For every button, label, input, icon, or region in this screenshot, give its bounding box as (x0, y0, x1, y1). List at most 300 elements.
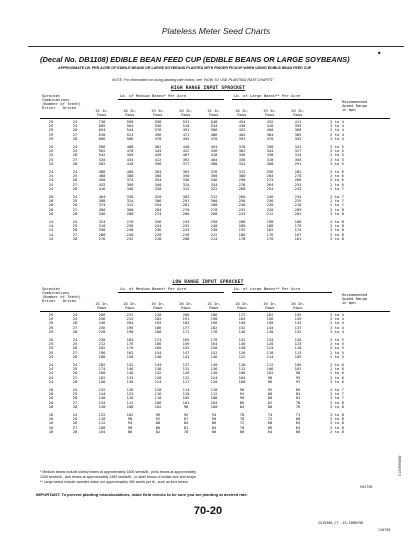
table-cell: 126 (238, 349, 246, 355)
table-cell: 536 (154, 123, 162, 129)
table-cell: 24 (48, 370, 54, 376)
table-cell: 98 (239, 387, 245, 393)
table-cell: 274 (154, 210, 162, 216)
table-cell: 190 (126, 328, 134, 334)
table-cell: 149 (294, 316, 302, 322)
table-cell: 26 (72, 395, 78, 401)
table-cell: 2 to 4 (330, 127, 344, 133)
table-cell: 14 (48, 223, 54, 229)
table-cell: 268 (238, 185, 246, 191)
table-cell: 454 (210, 144, 218, 150)
table-cell: 136 (210, 366, 218, 372)
table-cell: 84 (239, 403, 245, 409)
table-cell: 27 (72, 156, 78, 162)
table-cell: 24 (48, 185, 54, 191)
table-cell: 172 (238, 312, 246, 317)
table-cell: 208 (238, 219, 246, 225)
table-cell: 122 (126, 391, 134, 397)
table-cell: 130 (238, 345, 246, 351)
table-cell: 120 (154, 387, 162, 393)
header-rule (28, 46, 404, 47)
table-cell: 26 (72, 152, 78, 158)
table-cell: 16 (48, 412, 54, 418)
table-cell: 270 (182, 206, 190, 212)
table-cell: 78 (295, 399, 301, 405)
table-cell: 16 (48, 424, 54, 430)
table-cell: 68 (295, 416, 301, 422)
table-cell: 132 (154, 370, 162, 376)
table-cell: 216 (182, 231, 190, 237)
table-cell: 202 (98, 345, 106, 351)
table-cell: 428 (154, 152, 162, 158)
table-cell: 2 to 8 (330, 428, 344, 434)
table-cell: 26 (72, 345, 78, 351)
table-cell: 412 (154, 156, 162, 162)
table-cell: 29 (48, 312, 54, 317)
table-cell: 142 (238, 337, 246, 343)
table-cell: 360 (210, 173, 218, 179)
table-cell: 105 (294, 362, 302, 368)
table-cell: 26 (72, 420, 78, 426)
table-cell: 327 (294, 148, 302, 154)
table-cell: 300 (238, 173, 246, 179)
table-cell: 256 (98, 316, 106, 322)
table-cell: 576 (154, 127, 162, 133)
table-cell: 120 (210, 378, 218, 384)
high-row-spacing-header: 18 In. Rows (123, 108, 137, 118)
table-cell: 166 (154, 341, 162, 347)
table-cell: 26 (72, 227, 78, 233)
table-cell: 16 (48, 416, 54, 422)
table-cell: 411 (294, 119, 302, 124)
high-row-spacing-header: 15 In. Rows (95, 108, 109, 118)
table-cell: 86 (155, 424, 161, 430)
table-cell: 218 (154, 235, 162, 241)
high-large-header: Lb. of Large Beans** Per Acre (234, 93, 301, 98)
table-cell: 26 (72, 177, 78, 183)
table-cell: 26 (72, 370, 78, 376)
table-cell: 312 (182, 185, 190, 191)
table-cell: 152 (210, 349, 218, 355)
table-cell: 171 (182, 328, 190, 334)
table-cell: 182 (266, 227, 274, 233)
table-cell: 112 (210, 391, 218, 397)
table-cell: 29 (48, 123, 54, 129)
table-cell: 2 to 8 (330, 420, 344, 426)
low-row-spacing-header: 18 In. Rows (123, 301, 137, 311)
table-cell: 162 (266, 312, 274, 317)
table-cell: 268 (210, 210, 218, 216)
table-cell: 26 (48, 337, 54, 343)
table-cell: 64 (267, 428, 273, 434)
table-cell: 72 (239, 420, 245, 426)
table-cell: 122 (182, 374, 190, 380)
table-cell: 324 (182, 181, 190, 187)
table-cell: 376 (210, 169, 218, 175)
table-cell: 84 (295, 391, 301, 397)
table-cell: 112 (126, 399, 134, 405)
table-cell: 102 (126, 412, 134, 418)
table-cell: 176 (210, 328, 218, 334)
table-cell: 28 (72, 160, 78, 166)
table-cell: 162 (98, 374, 106, 380)
table-cell: 100 (210, 403, 218, 409)
table-cell: 20 (48, 210, 54, 216)
table-cell: 200 (182, 312, 190, 317)
table-cell: 24 (72, 412, 78, 418)
table-cell: 346 (126, 185, 134, 191)
table-cell: 136 (238, 341, 246, 347)
table-cell: 264 (266, 181, 274, 187)
table-cell: 16 (48, 420, 54, 426)
table-cell: 68 (267, 420, 273, 426)
table-cell: 470 (210, 135, 218, 141)
table-cell: 137 (294, 324, 302, 330)
table-cell: 114 (266, 353, 274, 359)
table-cell: 291 (294, 160, 302, 166)
table-cell: 76 (239, 416, 245, 422)
table-cell: 276 (98, 235, 106, 241)
table-cell: 25 (48, 160, 54, 166)
table-cell: 140 (98, 395, 106, 401)
table-cell: 182 (98, 362, 106, 368)
table-cell: 14 (48, 235, 54, 241)
table-cell: 162 (126, 349, 134, 355)
table-cell: 2 to 6 (330, 370, 344, 376)
h-code: H41798 (360, 485, 373, 489)
high-sprocket-header: Sprocket Combinations (Number of Teeth) Driver Driven (42, 93, 81, 111)
low-row-spacing-header: 19 In. Rows (151, 301, 165, 311)
table-cell: 548 (210, 119, 218, 124)
table-cell: 346 (210, 177, 218, 183)
table-cell: 126 (182, 370, 190, 376)
table-cell: 177 (182, 324, 190, 330)
footnote-large: ** Large beans include varieties which run approximately 450 seeds per lb., such as lima beans. (40, 480, 189, 484)
decal-title: (Decal No. DB1108) EDIBLE BEAN FEED CUP (EDIBLE BEANS OR LARGE SOYBEANS) (40, 55, 350, 64)
table-cell: 340 (154, 181, 162, 187)
table-cell: 2 to 8 (330, 412, 344, 418)
table-cell: 188 (98, 353, 106, 359)
table-cell: 232 (238, 206, 246, 212)
table-cell: 152 (238, 324, 246, 330)
table-cell: 146 (238, 328, 246, 334)
table-cell: 138 (154, 366, 162, 372)
table-cell: 396 (154, 160, 162, 166)
table-cell: 374 (98, 202, 106, 208)
table-cell: 510 (182, 123, 190, 129)
table-cell: 165 (182, 337, 190, 343)
table-cell: 2 to 5 (330, 337, 344, 343)
table-cell: 20 (48, 403, 54, 409)
table-cell: 14 (48, 231, 54, 237)
table-cell: 180 (154, 328, 162, 334)
table-cell: 29 (48, 324, 54, 330)
table-cell: 2 to 6 (330, 169, 344, 175)
table-cell: 222 (126, 312, 134, 317)
table-cell: 378 (238, 144, 246, 150)
table-cell: 134 (126, 374, 134, 380)
table-cell: 392 (238, 135, 246, 141)
table-cell: 306 (154, 198, 162, 204)
table-cell: 232 (126, 235, 134, 241)
table-cell: 105 (182, 395, 190, 401)
table-cell: 200 (238, 223, 246, 229)
table-cell: 407 (182, 152, 190, 158)
table-cell: 242 (294, 185, 302, 191)
table-cell: 184 (126, 337, 134, 343)
note-line: NOTE: For information on using planting rate charts, see "HOW TO USE PLANTING RATE CHARTS" (112, 78, 274, 82)
table-cell: 188 (266, 223, 274, 229)
table-cell: 384 (154, 169, 162, 175)
table-cell: 20 (48, 206, 54, 212)
table-cell: 156 (266, 316, 274, 322)
table-cell: 2 to 8 (330, 416, 344, 422)
table-cell: 158 (210, 345, 218, 351)
table-cell: 186 (154, 324, 162, 330)
table-cell: 496 (154, 131, 162, 137)
table-cell: 24 (72, 194, 78, 200)
table-cell: 246 (98, 320, 106, 326)
table-cell: 108 (238, 370, 246, 376)
table-cell: 124 (154, 378, 162, 384)
table-cell: 29 (48, 320, 54, 326)
table-cell: 422 (238, 127, 246, 133)
table-cell: 102 (154, 403, 162, 409)
table-cell: 240 (238, 202, 246, 208)
high-row-spacing-header: 15 In. Rows (207, 108, 221, 118)
table-cell: 400 (266, 127, 274, 133)
table-cell: 2 to 8 (330, 235, 344, 241)
table-cell: 392 (182, 156, 190, 162)
table-cell: 24 (48, 169, 54, 175)
table-cell: 94 (211, 412, 217, 418)
table-cell: 228 (154, 231, 162, 237)
table-cell: 290 (238, 177, 246, 183)
document-id: SG19306,CT -19-18MAY98 (318, 521, 363, 525)
table-cell: 29 (48, 135, 54, 141)
table-cell: 132 (294, 328, 302, 334)
table-cell: 520 (98, 156, 106, 162)
table-cell: 244 (154, 223, 162, 229)
table-cell: 24 (48, 362, 54, 368)
table-cell: 214 (210, 235, 218, 241)
table-cell: 66 (239, 428, 245, 434)
table-cell: 436 (210, 148, 218, 154)
table-cell: 240 (210, 223, 218, 229)
table-cell: 152 (126, 362, 134, 368)
table-cell: 368 (294, 127, 302, 133)
table-cell: 144 (266, 324, 274, 330)
table-cell: 102 (266, 370, 274, 376)
table-cell: 243 (182, 219, 190, 225)
table-cell: 422 (182, 148, 190, 154)
table-cell: 196 (98, 349, 106, 355)
low-row-spacing-header: 15 In. Rows (207, 301, 221, 311)
table-cell: 318 (266, 156, 274, 162)
high-large-underline (232, 99, 332, 100)
high-range-table (40, 120, 390, 241)
table-cell: 128 (266, 341, 274, 347)
table-cell: 104 (98, 428, 106, 434)
table-cell: 2 to 8 (330, 399, 344, 405)
table-cell: 24 (48, 177, 54, 183)
footnote-medium-2: 1326 seeds/lb., pink beans at approximately 1450 seeds/lb., or other beans of similar size and shape. (40, 474, 198, 479)
table-cell: 96 (155, 412, 161, 418)
table-cell: 488 (126, 144, 134, 150)
table-cell: 80 (267, 403, 273, 409)
table-cell: 236 (266, 198, 274, 204)
table-cell: 192 (238, 227, 246, 233)
small-id: 110798 (378, 528, 391, 532)
table-cell: 186 (238, 231, 246, 237)
table-cell: 303 (182, 194, 190, 200)
table-cell: 167 (294, 231, 302, 237)
table-cell: 334 (210, 181, 218, 187)
table-cell: 118 (238, 362, 246, 368)
table-cell: 25 (48, 148, 54, 154)
table-cell: 130 (210, 370, 218, 376)
table-cell: 141 (182, 353, 190, 359)
table-cell: 196 (126, 324, 134, 330)
table-cell: 25 (48, 156, 54, 162)
table-cell: 118 (266, 349, 274, 355)
table-cell: 188 (294, 219, 302, 225)
table-cell: 104 (210, 399, 218, 405)
table-cell: 209 (294, 206, 302, 212)
table-cell: 152 (98, 387, 106, 393)
table-cell: 2 to 4 (330, 328, 344, 334)
table-cell: 154 (154, 349, 162, 355)
low-range-title: LOW RANGE INPUT SPROCKET (172, 280, 244, 285)
table-cell: 25 (72, 316, 78, 322)
table-cell: 2 to 6 (330, 366, 344, 372)
table-cell: 212 (266, 210, 274, 216)
table-cell: 260 (182, 210, 190, 216)
table-cell: 122 (98, 412, 106, 418)
table-cell: 113 (294, 349, 302, 355)
table-cell: 462 (154, 144, 162, 150)
important-note: IMPORTANT: To prevent planting miscalculations, make field checks to be sure you are planting at desired rate. (36, 492, 248, 497)
table-cell: 25 (72, 223, 78, 229)
table-cell: 106 (154, 399, 162, 405)
table-cell: 434 (126, 156, 134, 162)
table-cell: 130 (98, 403, 106, 409)
table-cell: 314 (294, 152, 302, 158)
table-cell: 406 (126, 169, 134, 175)
table-cell: 312 (210, 194, 218, 200)
high-row-spacing-header: 20 In. Rows (179, 108, 193, 118)
table-cell: 150 (266, 320, 274, 326)
page-number: 70-20 (193, 505, 223, 517)
table-cell: 270 (126, 219, 134, 225)
table-cell: 198 (210, 316, 218, 322)
table-cell: 216 (294, 202, 302, 208)
table-cell: 2 to 5 (330, 353, 344, 359)
low-row-spacing-header: 15 In. Rows (95, 301, 109, 311)
bullet-dot: ● (378, 50, 381, 55)
table-cell: 86 (211, 420, 217, 426)
table-cell: 2 to 5 (330, 160, 344, 166)
table-cell: 630 (98, 131, 106, 137)
table-cell: 320 (154, 194, 162, 200)
table-cell: 66 (267, 424, 273, 430)
table-cell: 108 (210, 395, 218, 401)
table-cell: 2 to 7 (330, 185, 344, 191)
high-row-spacing-header: 18 In. Rows (235, 108, 249, 118)
table-cell: 25 (72, 148, 78, 154)
table-cell: 106 (266, 366, 274, 372)
table-cell: 27 (72, 424, 78, 430)
table-cell: 24 (72, 119, 78, 124)
table-cell: 202 (154, 316, 162, 322)
table-cell: 84 (211, 424, 217, 430)
table-cell: 2 to 4 (330, 119, 344, 124)
table-cell: 212 (126, 316, 134, 322)
table-cell: 144 (98, 391, 106, 397)
table-cell: 478 (154, 135, 162, 141)
table-cell: 100 (238, 378, 246, 384)
table-cell: 330 (266, 152, 274, 158)
low-medium-underline (118, 292, 224, 293)
table-cell: 158 (126, 353, 134, 359)
table-cell: 174 (294, 227, 302, 233)
table-cell: 109 (294, 353, 302, 359)
table-cell: 92 (267, 387, 273, 393)
table-cell: 468 (98, 173, 106, 179)
table-cell: 2 to 7 (330, 194, 344, 200)
table-cell: 234 (294, 194, 302, 200)
table-cell: 24 (72, 169, 78, 175)
table-cell: 336 (238, 156, 246, 162)
table-cell: 2 to 5 (330, 341, 344, 347)
table-cell: 2 to 5 (330, 144, 344, 150)
table-cell: 2 to 4 (330, 320, 344, 326)
table-cell: 24 (48, 374, 54, 380)
table-cell: 404 (238, 131, 246, 137)
table-cell: 25 (48, 353, 54, 359)
table-cell: 72 (267, 416, 273, 422)
table-cell: 27 (72, 399, 78, 405)
table-cell: 374 (126, 177, 134, 183)
table-cell: 140 (210, 362, 218, 368)
table-cell: 2 to 6 (330, 362, 344, 368)
table-cell: 336 (182, 177, 190, 183)
table-cell: 2 to 8 (330, 227, 344, 233)
table-cell: 20 (48, 395, 54, 401)
table-cell: 230 (98, 337, 106, 343)
table-cell: 228 (98, 328, 106, 334)
table-cell: 170 (126, 345, 134, 351)
table-cell: 544 (126, 127, 134, 133)
table-cell: 174 (98, 366, 106, 372)
table-cell: 220 (266, 206, 274, 212)
table-cell: 24 (72, 144, 78, 150)
table-cell: 92 (183, 412, 189, 418)
table-cell: 324 (238, 160, 246, 166)
table-cell: 274 (266, 177, 274, 183)
low-row-spacing-header: 20 In. Rows (179, 301, 193, 311)
table-cell: 78 (239, 412, 245, 418)
table-cell: 654 (98, 127, 106, 133)
table-cell: 116 (126, 395, 134, 401)
table-cell: 26 (72, 127, 78, 133)
table-cell: 86 (239, 399, 245, 405)
table-cell: 152 (182, 345, 190, 351)
table-cell: 118 (210, 387, 218, 393)
table-cell: 225 (294, 198, 302, 204)
table-cell: 470 (126, 148, 134, 154)
table-cell: 146 (126, 366, 134, 372)
